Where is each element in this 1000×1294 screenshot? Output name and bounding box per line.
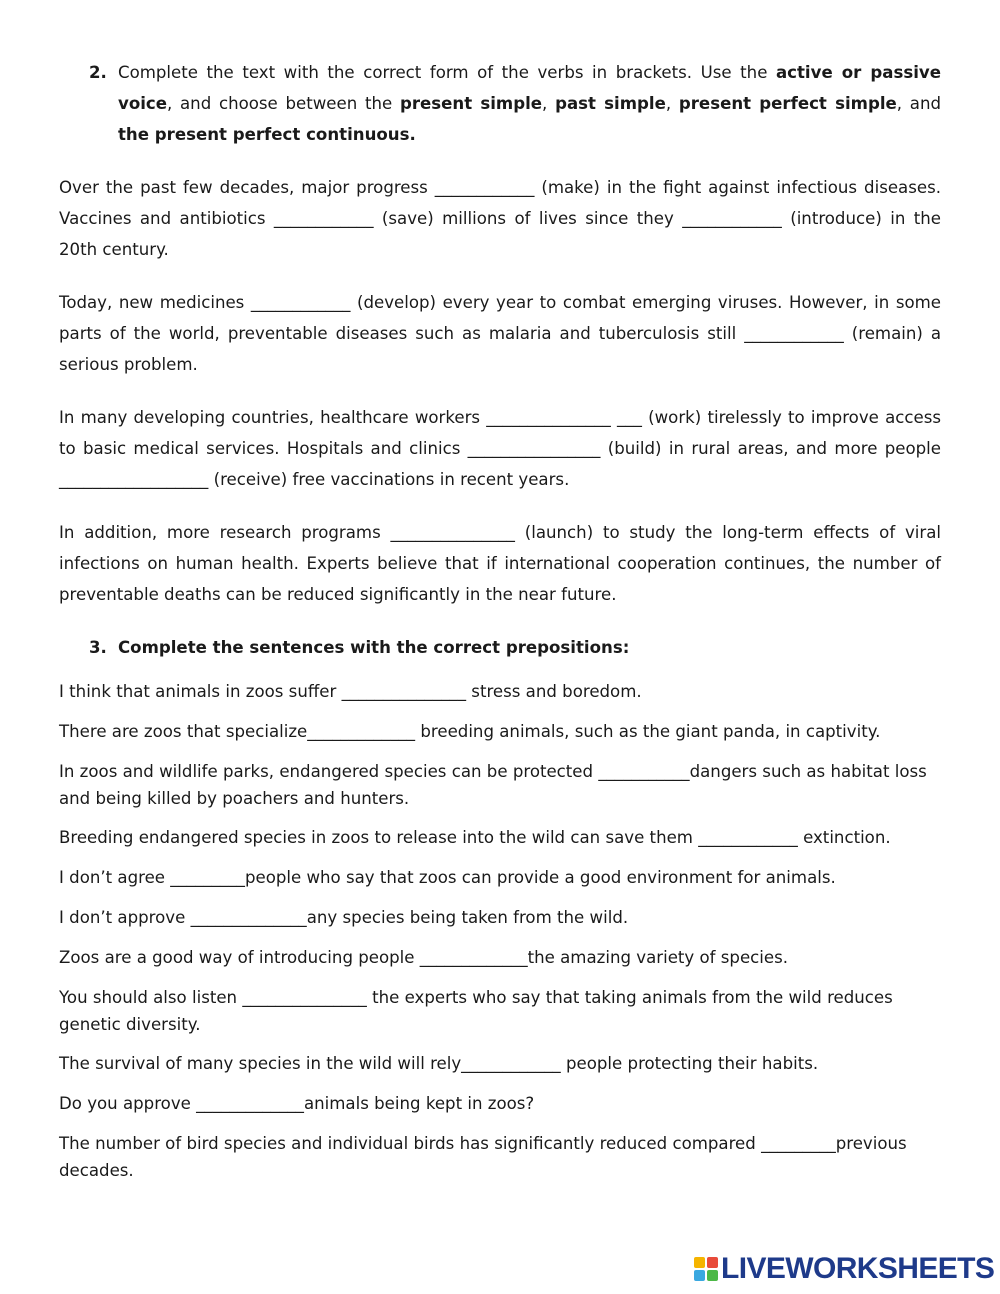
section-3-title: Complete the sentences with the correct prepositions: [118, 638, 630, 657]
paragraph-research: In addition, more research programs _______________ (launch) to study the long-term effects of viral infections on human health. Experts believe that if international cooperation continues, the number of preventable deaths can be reduced significantly in the near future. [59, 523, 941, 604]
preposition-sentence: In zoos and wildlife parks, endangered species can be protected ___________dangers such as habitat loss and being killed by poachers and hunters. [59, 762, 927, 808]
preposition-sentence: The survival of many species in the wild will rely____________ people protecting their habits. [59, 1054, 819, 1073]
paragraph-medicines: Today, new medicines ____________ (develop) every year to combat emerging viruses. However, in some parts of the world, preventable diseases such as malaria and tuberculosis still ____________ (remain) a serious problem. [59, 293, 941, 374]
preposition-sentence: I think that animals in zoos suffer _______________ stress and boredom. [59, 682, 642, 701]
preposition-sentence: The number of bird species and individual birds has significantly reduced compared _________previous decades. [59, 1134, 907, 1180]
section-2-instruction-text: Complete the text with the correct form of the verbs in brackets. Use the active or passive voice, and choose between the present simple, past simple, present perfect simple, and the present perfect continuous. [118, 63, 941, 144]
preposition-sentence: I don’t agree _________people who say that zoos can provide a good environment for animals. [59, 868, 836, 887]
liveworksheets-logo[interactable] [694, 1252, 994, 1286]
section-3-number: 3. [89, 638, 107, 657]
logo-text: LIVEWORKSHEETS [721, 1252, 995, 1285]
logo-tile-icon [707, 1270, 718, 1281]
paragraph-healthcare: In many developing countries, healthcare workers _______________ ___ (work) tirelessly to improve access to basic medical services. Hospitals and clinics ________________ (build) in rural areas, and more people __________________ (receive) free vaccinations in recent years. [59, 408, 941, 489]
liveworksheets-logo-icon [694, 1257, 718, 1281]
logo-tile-icon [707, 1257, 718, 1268]
preposition-sentence: Do you approve _____________animals being kept in zoos? [59, 1094, 535, 1113]
logo-tile-icon [694, 1270, 705, 1281]
section-2-number: 2. [89, 63, 107, 82]
preposition-sentence: There are zoos that specialize_____________ breeding animals, such as the giant panda, in captivity. [59, 722, 881, 741]
section-2-instruction [59, 57, 941, 150]
preposition-sentence: Breeding endangered species in zoos to release into the wild can save them ____________ extinction. [59, 828, 891, 847]
preposition-sentence: You should also listen _______________ the experts who say that taking animals from the wild reduces genetic diversity. [59, 988, 893, 1034]
logo-tile-icon [694, 1257, 705, 1268]
section-3-instruction [59, 632, 941, 663]
preposition-sentence: I don’t approve ______________any species being taken from the wild. [59, 908, 629, 927]
preposition-sentence: Zoos are a good way of introducing people _____________the amazing variety of species. [59, 948, 789, 967]
paragraph-progress: Over the past few decades, major progress ____________ (make) in the fight against infectious diseases. Vaccines and antibiotics ____________ (save) millions of lives since they ____________ (introduce) in the 20th century. [59, 178, 941, 259]
